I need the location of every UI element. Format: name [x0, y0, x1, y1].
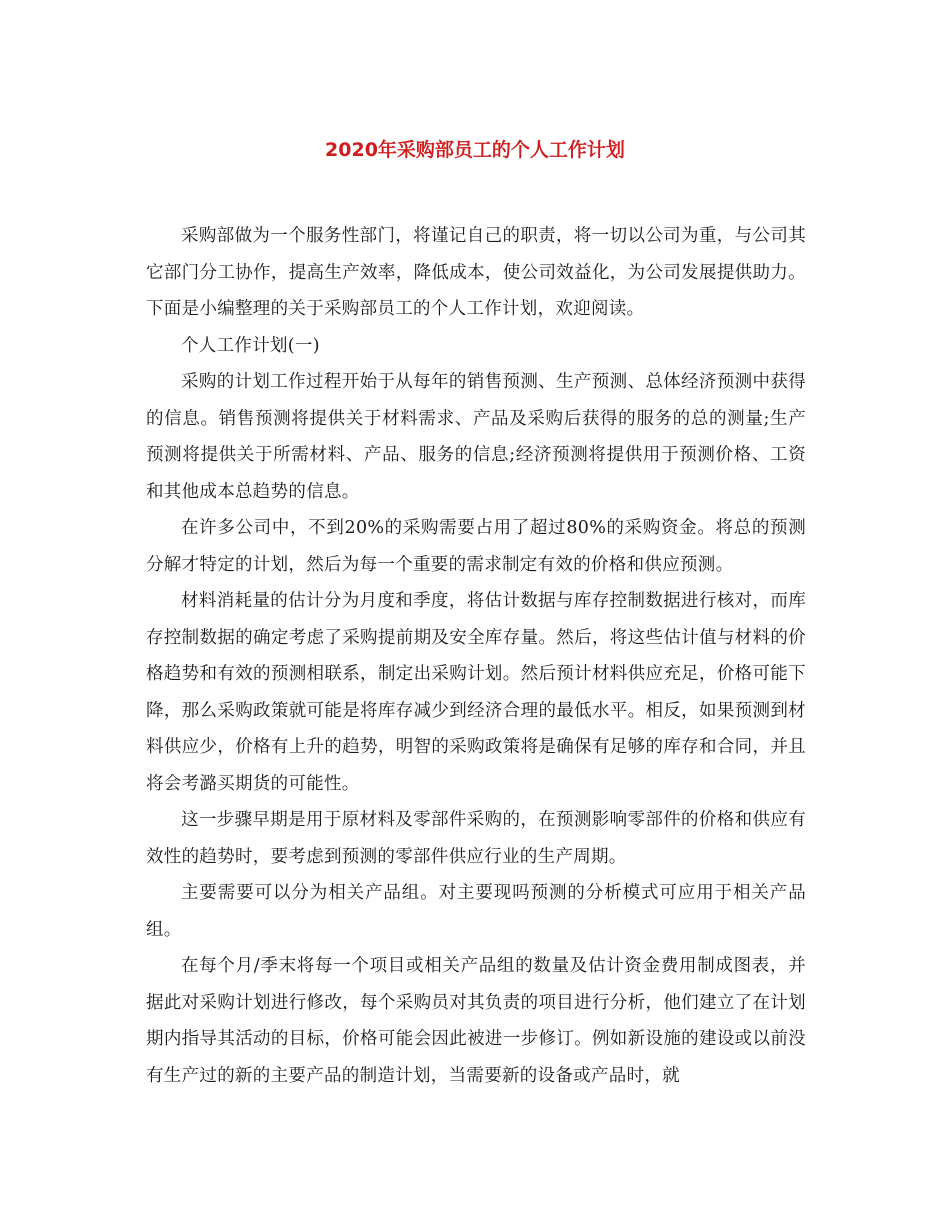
paragraph: 材料消耗量的估计分为月度和季度，将估计数据与库存控制数据进行核对，而库存控制数据的确定考虑了采购提前期及安全库存量。然后，将这些估计值与材料的价格趋势和有效的预测相联系，制定出采购计划。然后预计材料供应充足，价格可能下降，那么采购政策就可能是将库存减少到经济合理的最低水平。相反，如果预测到材料供应少，价格有上升的趋势，明智的采购政策将是确保有足够的库存和合同，并且将会考潞买期货的可能性。 [146, 591, 806, 794]
paragraph: 这一步骤早期是用于原材料及零部件采购的，在预测影响零部件的价格和供应有效性的趋势时，要考虑到预测的零部件供应行业的生产周期。 [146, 810, 806, 867]
paragraph-intro: 采购部做为一个服务性部门，将谨记自己的职责，将一切以公司为重，与公司其它部门分工协作，提高生产效率，降低成本，使公司效益化，为公司发展提供助力。下面是小编整理的关于采购部员工的个人工作计划，欢迎阅读。 [146, 226, 806, 319]
section-heading: 个人工作计划(一) [181, 335, 320, 356]
paragraph: 在每个月/季末将每一个项目或相关产品组的数量及估计资金费用制成图表，并据此对采购计划进行修改，每个采购员对其负责的项目进行分析，他们建立了在计划期内指导其活动的目标，价格可能会因此被进一步修订。例如新设施的建设或以前没有生产过的新的主要产品的制造计划，当需要新的设备或产品时，就 [146, 956, 806, 1086]
document-body [146, 218, 806, 1094]
document-title: 2020年采购部员工的个人工作计划 [325, 139, 625, 161]
paragraph: 采购的计划工作过程开始于从每年的销售预测、生产预测、总体经济预测中获得的信息。销售预测将提供关于材料需求、产品及采购后获得的服务的总的测量;生产预测将提供关于所需材料、产品、服务的信息;经济预测将提供用于预测价格、工资和其他成本总趋势的信息。 [146, 372, 806, 502]
paragraph: 在许多公司中，不到20%的采购需要占用了超过80%的采购资金。将总的预测分解才特定的计划，然后为每一个重要的需求制定有效的价格和供应预测。 [146, 518, 806, 575]
paragraph: 主要需要可以分为相关产品组。对主要现吗预测的分析模式可应用于相关产品组。 [146, 883, 806, 940]
